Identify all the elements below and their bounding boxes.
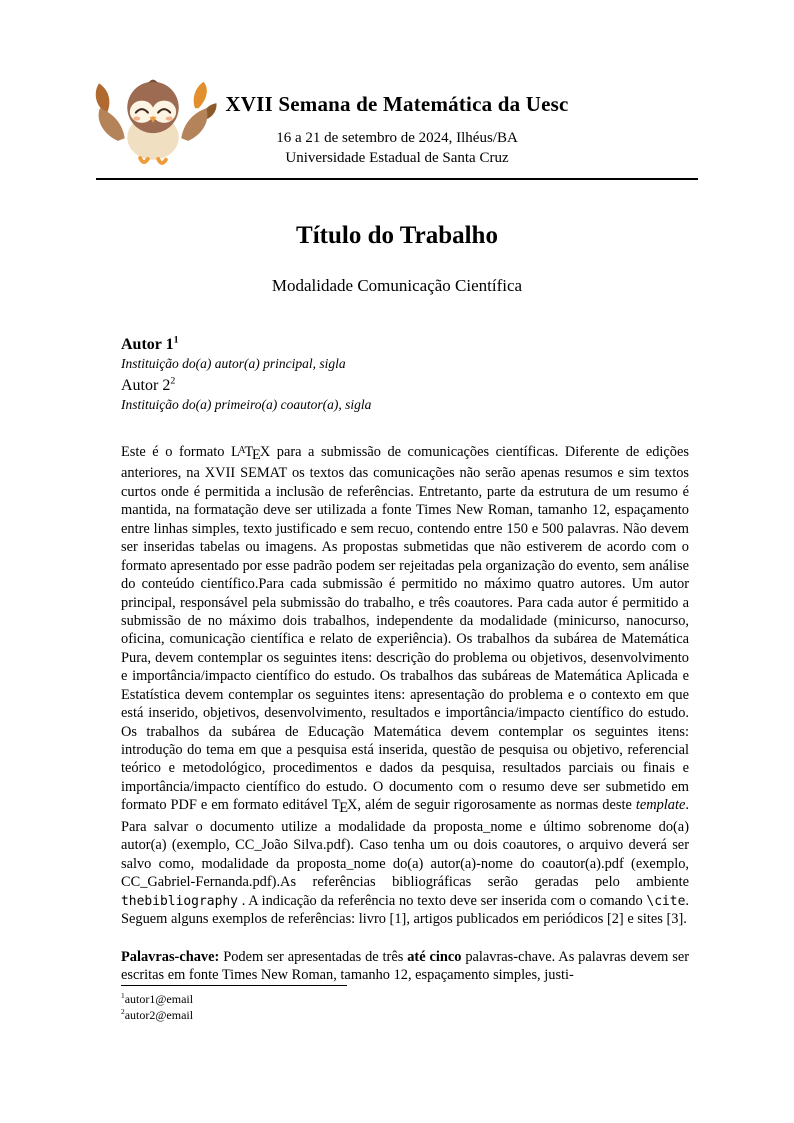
event-date-line: 16 a 21 de setembro de 2024, Ilhéus/BA <box>276 130 518 146</box>
author-name-text: Autor 1 <box>121 336 174 353</box>
body-paragraph: Este é o formato LATEX para a submissão de comunicações científicas. Diferente de edições anteriores, na XVII SEMAT os textos das comunicações não serão apenas resumos e sim textos curtos onde é permitida a inclusão de referências. Entretanto, parte da estrutura de um resumo é mantida, na formatação deve ser utilizada a fonte Times New Roman, tamanho 12, espaçamento entre linhas simples, texto justificado e sem recuo, contendo entre 150 e 500 palavras. Não devem ser inseridas tabelas ou imagens. As propostas submetidas que não estiverem de acordo com o formato apresentado por esse padrão podem ser rejeitadas pela organização do evento, sem análise do conteúdo científico.Para cada submissão é permitido no máximo quatro autores. Um autor principal, responsável pela submissão do trabalho, e três coautores. Para cada autor é permitido a submissão de no máximo dois trabalhos, independente da modalidade (minicurso, nanocurso, oficina, comunicação científica e relato de experiência). Os trabalhos da subárea de Matemática Pura, devem contemplar os seguintes itens: descrição do problema ou objetivos, desenvolvimento e importância/impacto científico do estudo. Os trabalhos das subáreas de Matemática Aplicada e Estatística devem contemplar os seguintes itens: apresentação do problema e o contexto em que está inserido, objetivos, desenvolvimento, resultados e importância/impacto científico do estudo. Os trabalhos da subárea de Educação Matemática devem contemplar os seguintes itens: introdução do tema em que a pesquisa está inserida, questão de pesquisa ou objetivo, referencial teórico e metodológico, procedimentos e dados da pesquisa, resultados parciais ou finais e importância/impacto científico do estudo. O documento com o resumo deve ser submetido em formato PDF e em formato editável TEX, além de seguir rigorosamente as normas deste template. Para salvar o documento utilize a modalidade da proposta_nome e último sobrenome do(a) autor(a) (exemplo, CC_João Silva.pdf). Caso tenha um ou dois coautores, o arquivo deverá ser salvo como, modalidade da proposta_nome do(a) autor(a)-nome do coautor(a).pdf (exemplo, CC_Gabriel-Fernanda.pdf).As referências bibliográficas serão geradas pelo ambiente thebibliography . A indicação da referência no texto deve ser inserida com o comando \cite. Seguem alguns exemplos de referências: livro [1], artigos publicados em periódicos [2] e sites [3]. <box>121 444 689 928</box>
author-1-affiliation: Instituição do(a) autor(a) principal, sigla <box>121 356 346 371</box>
author-1-footnote-mark: 1 <box>173 334 179 346</box>
owl-logo <box>88 74 218 170</box>
footnote-author-1 <box>121 991 347 1007</box>
footnote-1-text: autor1@email <box>124 991 194 1006</box>
footnote-2-text: autor2@email <box>124 1007 194 1022</box>
footnote-1-mark: 1 <box>121 990 125 1000</box>
footnote-area <box>121 985 347 1023</box>
event-institution: Universidade Estadual de Santa Cruz <box>285 150 509 166</box>
footnote-2-mark: 2 <box>121 1006 125 1016</box>
author-block <box>121 336 794 413</box>
author-2-affiliation: Instituição do(a) primeiro(a) coautor(a), sigla <box>121 397 372 412</box>
author-2-footnote-mark: 2 <box>170 375 176 387</box>
owl-mascot-icon <box>88 74 218 170</box>
keywords-paragraph: Palavras-chave: Podem ser apresentadas de três até cinco palavras-chave. As palavras devem ser escritas em fonte Times New Roman, tamanho 12, espaçamento simples, justi- <box>121 948 690 983</box>
work-subtitle: Modalidade Comunicação Científica <box>271 276 523 295</box>
header-rule <box>96 178 698 180</box>
footnote-rule <box>121 985 347 986</box>
work-title: Título do Trabalho <box>296 222 498 249</box>
event-title: XVII Semana de Matemática da Uesc <box>225 92 569 116</box>
author-2-name <box>121 377 794 395</box>
author-1-name <box>121 336 794 354</box>
footnote-author-2 <box>121 1007 347 1023</box>
author-name-text: Autor 2 <box>121 377 171 394</box>
